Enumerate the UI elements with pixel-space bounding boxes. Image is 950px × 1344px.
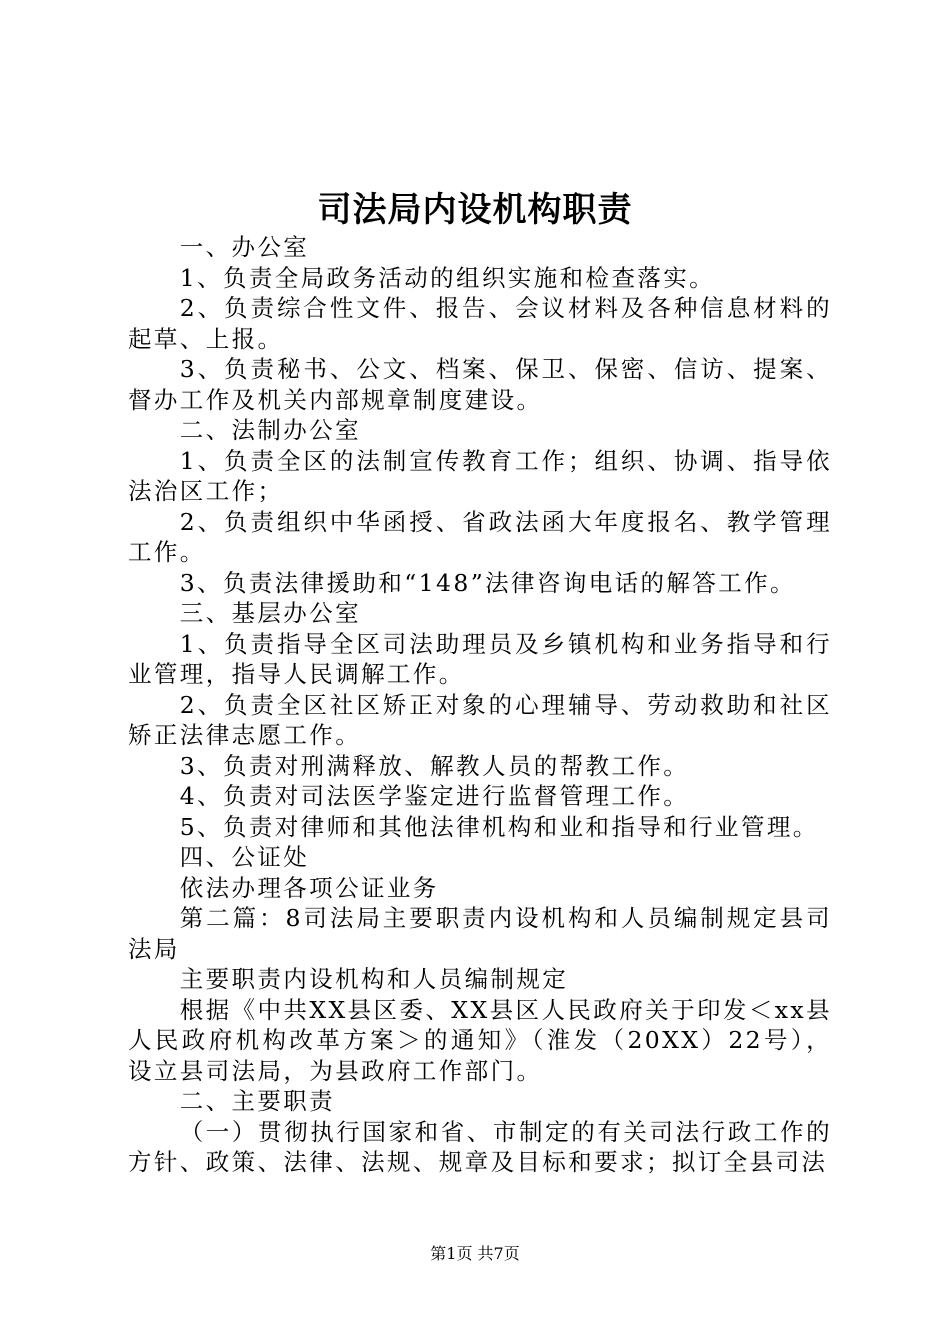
paragraph: 1、负责全局政务活动的组织实施和检查落实。 — [179, 263, 716, 292]
document-body — [128, 232, 832, 1178]
paragraph: 2、负责全区社区矫正对象的心理辅导、劳动救助和社区矫正法律志愿工作。 — [128, 690, 832, 749]
paragraph: 主要职责内设机构和人员编制规定 — [179, 965, 569, 993]
paragraph: 四、公证处 — [179, 843, 310, 871]
paragraph: 1、负责全区的法制宣传教育工作；组织、协调、指导依法治区工作； — [128, 446, 832, 505]
paragraph: 二、法制办公室 — [179, 416, 361, 444]
paragraph: （一）贯彻执行国家和省、市制定的有关司法行政工作的方针、政策、法律、法规、规章及目标和要求；拟订全县司法 — [128, 1117, 832, 1176]
paragraph: 3、负责秘书、公文、档案、保卫、保密、信访、提案、督办工作及机关内部规章制度建设。 — [128, 355, 832, 414]
paragraph: 三、基层办公室 — [179, 599, 361, 627]
paragraph: 4、负责对司法医学鉴定进行监督管理工作。 — [179, 782, 690, 810]
paragraph: 1、负责指导全区司法助理员及乡镇机构和业务指导和行业管理，指导人民调解工作。 — [128, 629, 832, 688]
paragraph: 3、负责对刑满释放、解教人员的帮教工作。 — [179, 751, 690, 780]
paragraph: 3、负责法律援助和“148”法律咨询电话的解答工作。 — [179, 568, 796, 597]
paragraph: 2、负责综合性文件、报告、会议材料及各种信息材料的起草、上报。 — [128, 294, 832, 353]
document-title: 司法局内设机构职责 — [317, 190, 633, 230]
page-footer: 第1页 共7页 — [430, 1244, 520, 1263]
paragraph: 第二篇：8司法局主要职责内设机构和人员编制规定县司法局 — [128, 904, 832, 963]
paragraph: 2、负责组织中华函授、省政法函大年度报名、教学管理工作。 — [128, 507, 832, 566]
paragraph: 5、负责对律师和其他法律机构和业和指导和行业管理。 — [179, 812, 819, 841]
paragraph: 根据《中共XX县区委、XX县区人民政府关于印发＜xx县人民政府机构改革方案＞的通知》（淮发（20XX）22号），设立县司法局，为县政府工作部门。 — [128, 995, 832, 1085]
paragraph: 依法办理各项公证业务 — [179, 873, 439, 902]
paragraph: 一、办公室 — [179, 233, 310, 261]
paragraph: 二、主要职责 — [179, 1087, 336, 1115]
